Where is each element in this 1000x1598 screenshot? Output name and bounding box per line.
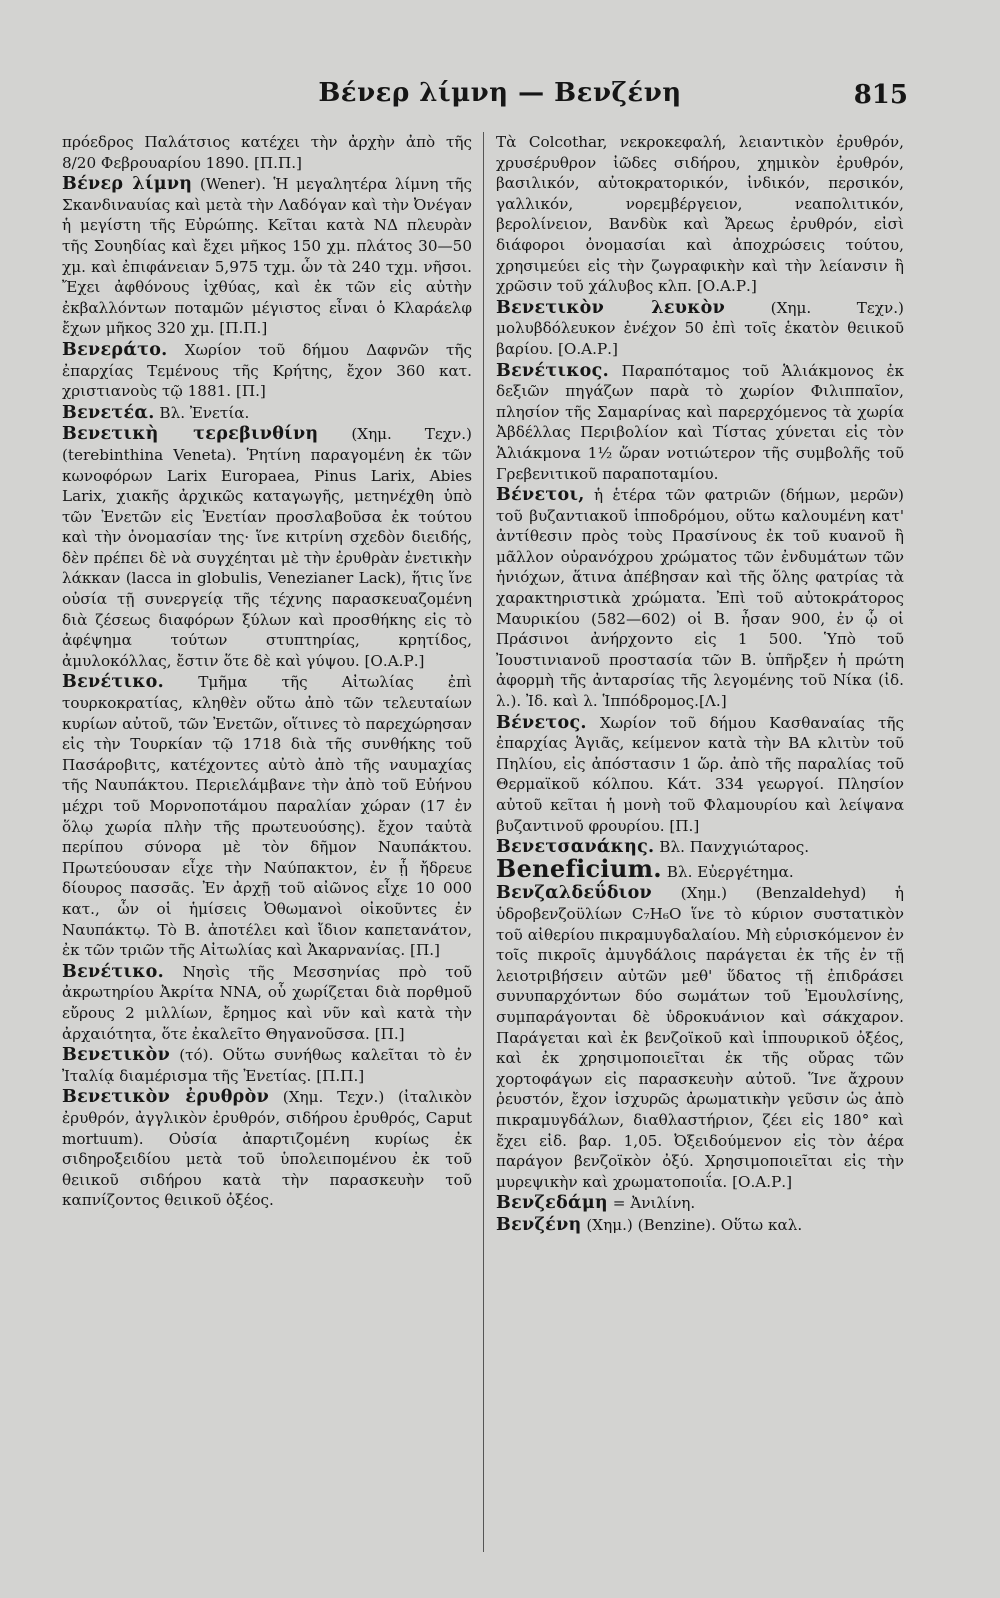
entry-text: Τὰ Colcothar, νεκροκεφαλή, λειαντικὸν ἐρυθρόν, χρυσέρυθρον ἰῶδες σιδήρου, χημικὸν ἐρυθρόν, βασιλικόν, αὐτοκρατορικόν, ἰνδικόν, περσικόν, γαλλικόν, νορεμβέργειον, νεαπολιτικόν, βερολίνειον, Βανδὺκ καὶ Ἄρεως ἐρυθρόν, εἰσὶ διάφοροι ὀνομασίαι καὶ ἀποχρώσεις τούτου, χρησιμεύει εἰς τὴν ζωγραφικὴν καὶ τὴν λείανσιν ἢ χρῶσιν τοῦ χάλυβος κλπ. [Ο.Α.Ρ.] xyxy=(496,133,904,296)
dictionary-entry xyxy=(496,1215,904,1236)
dictionary-entry xyxy=(496,361,904,485)
entry-text: πρόεδρος Παλάτσιος κατέχει τὴν ἀρχὴν ἀπὸ τῆς 8/20 Φεβρουαρίου 1890. [Π.Π.] xyxy=(62,133,472,172)
dictionary-entry xyxy=(62,132,472,173)
dictionary-entry xyxy=(496,1193,904,1214)
entry-headword: Βενζεδάμη xyxy=(496,1193,608,1214)
entry-headword: Βενζαλδεΰδιον xyxy=(496,883,652,904)
entry-headword: Βενέτικο. xyxy=(62,672,165,693)
entry-text: Χωρίον τοῦ δήμου Δαφνῶν τῆς ἐπαρχίας Τεμένους τῆς Κρήτης, ἔχον 360 κατ. χριστιανοὺς τῷ 1881. [Π.] xyxy=(62,340,473,401)
dictionary-entry xyxy=(62,174,472,339)
entry-text: (Wener). Ἡ μεγαλητέρα λίμνη τῆς Σκανδιναυίας καὶ μετὰ τὴν Λαδόγαν καὶ τὴν Ὀνέγαν ἡ μεγίστη τῆς Εὐρώπης. Κεῖται κατὰ ΝΔ πλευρὰν τῆς Σουηδίας καὶ ἔχει μῆκος 150 χμ. πλάτος 30—50 χμ. καὶ ἐπιφάνειαν 5,975 τχμ. ὧν τὰ 240 τχμ. νῆσοι. Ἔχει ἀφθόνους ἰχθύας, καὶ ἐκ τῶν εἰς αὐτὴν ἐκβαλλόντων ποταμῶν μέγιστος εἶναι ὁ Κλαράελφ ἔχων μῆκος 320 χμ. [Π.Π.] xyxy=(62,175,472,338)
dictionary-entry xyxy=(62,403,472,424)
entry-headword: Βενετικὸν ἐρυθρὸν xyxy=(62,1087,270,1108)
entry-headword: Βενετικὴ τερεβινθίνη xyxy=(62,424,319,445)
column-divider xyxy=(483,132,484,1552)
left-column xyxy=(62,132,472,1212)
entry-text: (τό). Οὕτω συνήθως καλεῖται τὸ ἐν Ἰταλίᾳ διαμέρισμα τῆς Ἐνετίας. [Π.Π.] xyxy=(62,1046,472,1085)
entry-headword: Βενέτικος. xyxy=(496,360,609,381)
running-head: Βένερ λίμνη — Βενζένη xyxy=(318,78,682,108)
dictionary-entry xyxy=(496,853,904,883)
entry-text: Παραπόταμος τοῦ Ἁλιάκμονος ἐκ δεξιῶν πηγάζων παρὰ τὸ χωρίον Φιλιππαῖον, πλησίον τῆς Σαμαρίνας καὶ παρερχόμενος τὰ χωρία Ἀβδέλλας Περιβολίον καὶ Τίστας χύνεται εἰς τὸν Ἁλιάκμονα 1½ ὥραν νοτιώτερον τῆς συμβολῆς τοῦ Γρεβενιτικοῦ παραποταμίου. xyxy=(496,361,905,483)
dictionary-entry xyxy=(496,298,904,360)
entry-text: = Ἀνιλίνη. xyxy=(612,1194,696,1213)
dictionary-entry xyxy=(496,485,904,712)
entry-text: Νησὶς τῆς Μεσσηνίας πρὸ τοῦ ἀκρωτηρίου Ἀκρίτα ΝΝΑ, οὗ χωρίζεται διὰ πορθμοῦ εὔρους 2 μιλλίων, ἔρημος καὶ νῦν καὶ κατὰ τὴν ἀρχαιότητα, ὅτε ἐκαλεῖτο Θηγανοῦσσα. [Π.] xyxy=(62,962,472,1043)
entry-headword: Βένετος. xyxy=(496,712,587,733)
entry-headword: Βένετοι, xyxy=(496,485,585,506)
page-number: 815 xyxy=(853,80,908,110)
dictionary-entry xyxy=(62,1087,472,1211)
entry-headword: Βενετικὸν λευκὸν xyxy=(496,297,726,318)
entry-text: ἡ ἑτέρα τῶν φατριῶν (δήμων, μερῶν) τοῦ βυζαντιακοῦ ἱπποδρόμου, οὕτω καλουμένη κατ' ἀντίθεσιν πρὸς τοὺς Πρασίνους ἐκ τοῦ κυανοῦ ἢ μᾶλλον οὐρανόχρου χρώματος τῶν ἐνδυμάτων τῶν ἡνιόχων, ἅτινα ἀπέβησαν καὶ τῆς ὅλης φατρίας τὰ χαρακτηριστικὰ χρώματα. Ἐπὶ τοῦ αὐτοκράτορος Μαυρικίου (582—602) οἱ Β. ἦσαν 900, ἐν ᾧ οἱ Πράσινοι ἀνήρχοντο εἰς 1 500. Ὑπὸ τοῦ Ἰουστινιανοῦ προστασία τῶν Β. ὑπῆρξεν ἡ πρώτη ἀφορμὴ τῆς ἀνταρσίας τῆς λεγομένης τοῦ Νίκα (ἰδ. λ.). Ἰδ. καὶ λ. Ἱππόδρομος.[Λ.] xyxy=(496,486,904,711)
entry-headword: Βενετσανάκης. xyxy=(496,837,655,858)
right-column xyxy=(496,132,904,1236)
dictionary-entry xyxy=(496,132,904,297)
entry-headword: Βενέτικο. xyxy=(62,961,165,982)
dictionary-entry xyxy=(496,713,904,837)
entry-text: (Χημ.) (Benzine). Οὕτω καλ. xyxy=(586,1215,803,1234)
entry-text: Τμῆμα τῆς Αἰτωλίας ἐπὶ τουρκοκρατίας, κληθὲν οὕτω ἀπὸ τῶν τελευταίων κυρίων αὐτοῦ, τῶν Ἐνετῶν, οἵτινες τὸ παρεχώρησαν εἰς τὴν Τουρκίαν τῷ 1718 διὰ τῆς συνθήκης τοῦ Πασάροβιτς, κατέχοντες αὐτὸ ἀπὸ τῆς ναυμαχίας τῆς Ναυπάκτου. Περιελάμβανε τὴν ἀπὸ τοῦ Εὐήνου μέχρι τοῦ Μορνοποτάμου παραλίαν χώραν (17 ἐν ὅλῳ χωρία πλὴν τῆς πρωτευούσης). ἔχον ταὐτὰ περίπου σύνορα μὲ τὸν δῆμον Ναυπάκτου. Πρωτεύουσαν εἶχε τὴν Ναύπακτον, ἐν ᾗ ἤδρευε δίουρος πασσᾶς. Ἐν ἀρχῇ τοῦ αἰῶνος εἶχε 10 000 κατ., ὧν οἱ ἡμίσεις Ὀθωμανοὶ οἰκοῦντες ἐν Ναυπάκτῳ. Τὸ Β. ἀποτέλει καὶ ἴδιον καπετανάτον, ἐκ τῶν τριῶν τῆς Αἰτωλίας καὶ Ἀκαρνανίας. [Π.] xyxy=(62,673,473,960)
page-header xyxy=(0,78,1000,128)
entry-text: Βλ. Εὐεργέτημα. xyxy=(666,862,794,881)
entry-text: (Χημ.) (Benzaldehyd) ἡ ὑδροβενζοϋλίων C₇H₆O ἵνε τὸ κύριον συστατικὸν τοῦ αἰθερίου πικραμυγδαλαίου. Μὴ εὑρισκόμενον ἐν τοῖς πικροῖς ἀμυγδάλοις παράγεται ἐκ τῆς ἐν τῇ λειοτριβήσειν αὐτῶν μεθ' ὕδατος τῇ ἐπιδράσει συνυπαρχόντων δύο σωμάτων τοῦ Ἐμουλσίνης, συμπαράγονται δὲ ὑδροκυάνιον καὶ σάκχαρον. Παράγεται καὶ ἐκ βενζοϊκοῦ καὶ ἱππουρικοῦ ὀξέος, καὶ ἐκ χρησιμοποιεῖται ἐκ τῆς οὔρας τῶν χορτοφάγων εἰς παρασκευὴν αὐτοῦ. Ἵνε ἄχρουν ῥευστόν, ἔχον ἰσχυρῶς ἀρωματικὴν γεῦσιν ὡς ἀπὸ πικραμυγδάλων, διαθλαστήριον, ζέει εἰς 180° καὶ ἔχει εἰδ. βαρ. 1,05. Ὀξειδούμενον εἰς τὸν ἀέρα παράγον βενζοϊκὸν ὀξύ. Χρησιμοποιεῖται εἰς τὴν μυρεψικὴν καὶ χρωματοποιΐα. [Ο.Α.Ρ.] xyxy=(496,884,904,1191)
dictionary-entry xyxy=(62,1045,472,1086)
entry-text: (Χημ. Τεχν.) μολυβδόλευκον ἐνέχον 50 ἐπὶ τοῖς ἑκατὸν θειικοῦ βαρίου. [Ο.Α.Ρ.] xyxy=(496,298,904,358)
entry-headword: Βενετικὸν xyxy=(62,1045,171,1066)
entry-headword: Βένερ λίμνη xyxy=(62,174,193,195)
dictionary-entry xyxy=(62,424,472,671)
entry-headword: Beneficium. xyxy=(496,853,662,883)
entry-text: Βλ. Πανχγιώταρος. xyxy=(659,838,810,857)
entry-headword: Βενεράτο. xyxy=(62,339,168,360)
entry-text: Βλ. Ἐνετία. xyxy=(159,403,250,422)
entry-text: (Χημ. Τεχν.) (ἰταλικὸν ἐρυθρόν, ἀγγλικὸν ἐρυθρόν, σιδήρου ἐρυθρός, Caput mortuum). Οὐσία ἀπαρτιζομένη κυρίως ἐκ σιδηροξειδίου μετὰ τοῦ ὑπολειπομένου ἐκ τοῦ θειικοῦ σιδήρου κατὰ τὴν παρασκευὴν τοῦ καπνίζοντος θειικοῦ ὀξέος. xyxy=(62,1088,472,1210)
entry-headword: Βενζένη xyxy=(496,1214,582,1235)
dictionary-entry xyxy=(62,340,472,402)
entry-text: (Χημ. Τεχν.) (terebinthina Veneta). Ῥητίνη παραγομένη ἐκ τῶν κωνοφόρων Larix Europaea, Pinus Larix, Abies Larix, χιακῆς ἀρχικῶς καταγωγῆς, μετηνέχθη ὑπὸ τῶν Ἐνετῶν εἰς Ἐνετίαν προσλαβοῦσα ἐκ τούτου καὶ τὴν ὀνομασίαν της· ἵνε κιτρίνη σχεδὸν διειδής, δὲν πρέπει δὲ νὰ συγχέηται μὲ τὴν ἐρυθρὰν ἐνετικὴν λάκκαν (lacca in globulis, Venezianer Lack), ἥτις ἵνε οὐσία τῇ συνεργείᾳ τῆς τέχνης παρασκευαζομένη διὰ ζέσεως διαφόρων ξύλων καὶ προσθήκης εἰς τὸ ἀφέψημα τούτων στυπτηρίας, κρητίδος, ἀμυλοκόλλας, ἔστιν ὅτε δὲ καὶ γύψου. [Ο.Α.Ρ.] xyxy=(62,425,472,670)
entry-headword: Βενετέα. xyxy=(62,402,155,423)
dictionary-entry xyxy=(62,672,472,960)
dictionary-entry xyxy=(496,883,904,1192)
dictionary-entry xyxy=(62,962,472,1044)
entry-text: Χωρίον τοῦ δήμου Κασθαναίας τῆς ἐπαρχίας Ἁγιᾶς, κείμενον κατὰ τὴν ΒΑ κλιτὺν τοῦ Πηλίου, εἰς ἀπόστασιν 1 ὥρ. ἀπὸ τῆς παραλίας τοῦ Θερμαϊκοῦ κόλπου. Κάτ. 334 γεωργοί. Πλησίον αὐτοῦ κεῖται ἡ μονὴ τοῦ Φλαμουρίου καὶ λείψανα βυζαντινοῦ φρουρίου. [Π.] xyxy=(496,713,905,835)
